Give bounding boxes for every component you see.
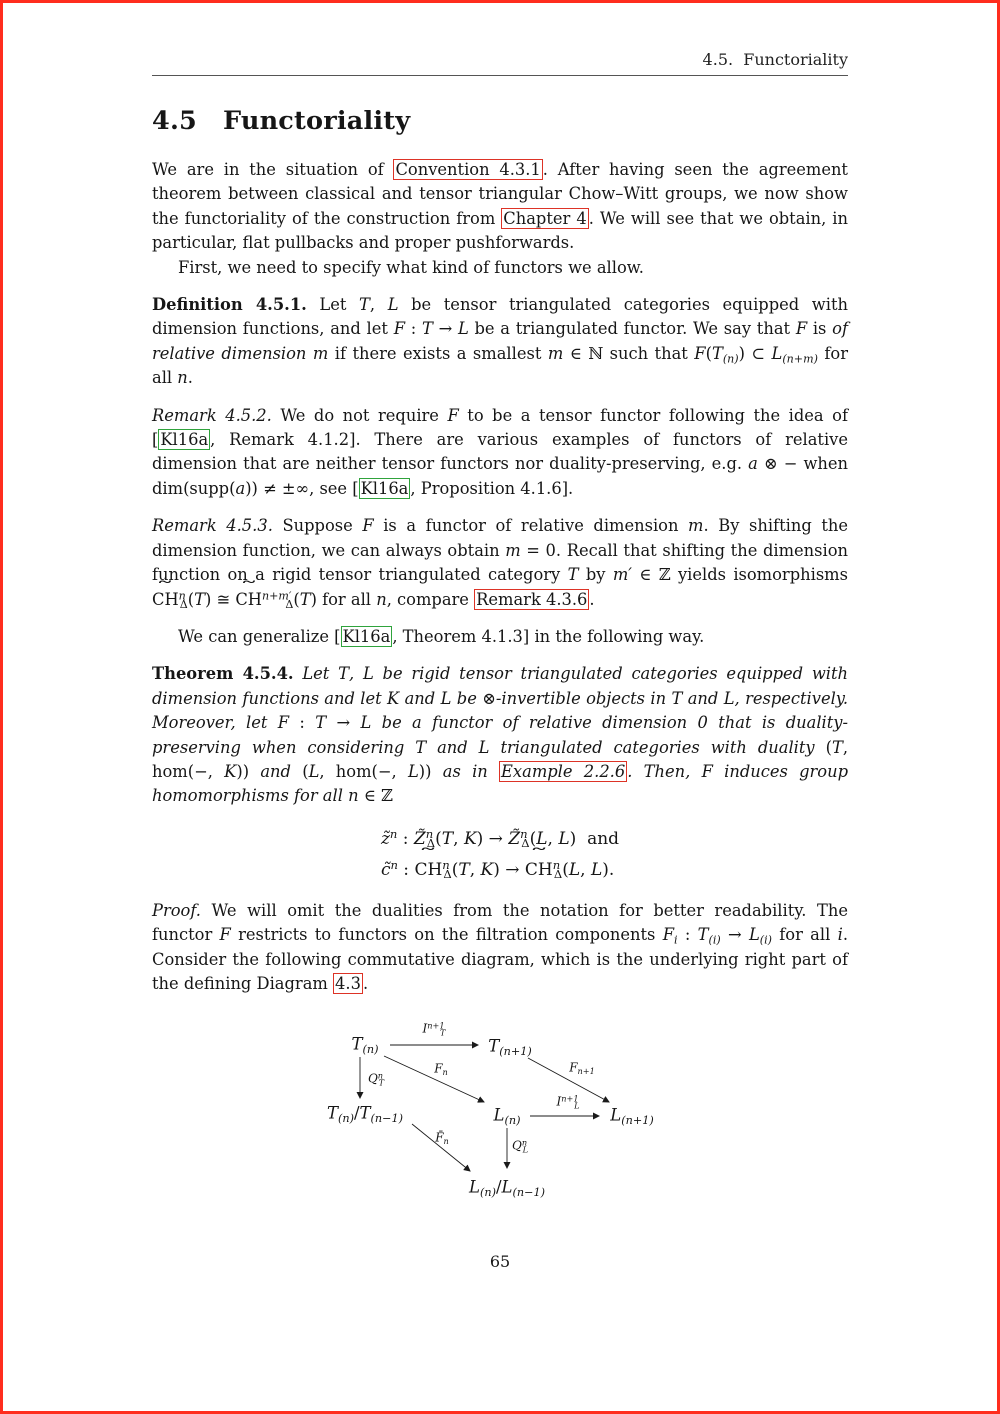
text-run: Z̃ [508, 828, 521, 849]
equation-chowwitt-map [381, 855, 619, 886]
text-run: L [440, 688, 452, 708]
text-run: = 0. Recall that shifting the dimension function on a rigid tensor triangulated category [152, 540, 848, 585]
text-run: K [224, 761, 237, 781]
text-run: n [178, 588, 186, 602]
label-inclusion-T [423, 1022, 446, 1037]
label-inclusion-L [557, 1095, 580, 1110]
text-run: ) [569, 828, 577, 849]
citation-link[interactable]: Kl16a [342, 626, 391, 646]
text-run: n [425, 826, 434, 841]
text-run: First, we need to specify what kind of functors we allow. [178, 257, 644, 277]
text-run: L [771, 343, 783, 363]
text-run: n [442, 1067, 448, 1078]
text-run: by [578, 565, 613, 585]
running-head: 4.5. Functoriality [702, 50, 848, 69]
text-run: n+1 [561, 1094, 579, 1105]
text-run: m′ [612, 565, 632, 585]
definition-4-5-1 [152, 293, 848, 391]
text-run: T [415, 737, 427, 757]
text-run: (n−1) [370, 1112, 404, 1126]
text-run: / [353, 1104, 360, 1124]
text-run: T [421, 319, 433, 339]
text-run: m [688, 516, 704, 536]
text-run: . Then, [627, 761, 702, 781]
text-run: ˜ CH [152, 588, 179, 612]
text-run: ( [705, 343, 712, 363]
text-run: F [362, 516, 374, 536]
text-run: m [505, 540, 521, 560]
text-run: T [194, 589, 205, 609]
citation-link[interactable]: Kl16a [160, 430, 209, 450]
text-run: F [277, 713, 290, 733]
text-run: L [468, 1178, 480, 1198]
text-run: . [187, 368, 193, 388]
text-run: . After having seen the agreement theorem between classical and tensor triangular Chow–Witt groups, we now show the functoriality of the construction from [152, 160, 848, 228]
text-run: We are in the situation of [152, 160, 394, 179]
text-run: n [348, 786, 359, 806]
text-run: Q [511, 1139, 522, 1154]
text-run: (i) [759, 933, 772, 947]
text-run: (n) [479, 1186, 496, 1200]
node-L-quotient [469, 1178, 545, 1199]
text-run: : [397, 828, 414, 849]
text-run: T [359, 295, 370, 315]
text-run: T [378, 1077, 385, 1088]
text-run: L [574, 1100, 580, 1111]
text-run: L [360, 713, 372, 733]
text-run: Let [306, 295, 360, 315]
text-run: ( [187, 589, 195, 609]
text-run: T [440, 1027, 446, 1038]
text-run: T [831, 737, 843, 757]
text-run: n+m′ [261, 588, 292, 602]
text-run: T [488, 1037, 500, 1057]
text-run: . [362, 973, 369, 993]
text-run: F̄ [435, 1131, 444, 1146]
text-run: n [177, 368, 188, 388]
text-run: L [493, 1106, 505, 1126]
text-run: a [235, 478, 246, 498]
text-run: T [326, 1104, 338, 1124]
header-rule [152, 75, 848, 76]
text-run: Δ [443, 867, 452, 882]
text-run: as in [431, 761, 500, 781]
text-run: ) ⊂ [738, 343, 772, 363]
text-run: induces group homomorphisms for all [152, 761, 849, 806]
text-run: → [720, 925, 749, 945]
text-run: T [458, 859, 470, 880]
text-run: , [547, 828, 559, 849]
text-run: L [723, 688, 735, 708]
node-T-n-plus-1 [488, 1037, 532, 1058]
text-run: and [576, 828, 620, 849]
text-run: , [580, 859, 591, 880]
text-run: Proof. [152, 900, 201, 920]
text-run: of relative dimension m [152, 319, 848, 363]
text-run: L [568, 859, 581, 880]
text-run: K [387, 688, 400, 708]
text-run: i [674, 933, 678, 947]
label-quotient-T [368, 1072, 384, 1087]
text-run: K [463, 828, 477, 849]
text-run: I [422, 1022, 428, 1037]
text-run: , [469, 859, 481, 880]
node-T-quotient [327, 1104, 403, 1125]
text-run: is [807, 319, 833, 339]
text-run: F [434, 1062, 443, 1077]
commutative-diagram [300, 1018, 700, 1210]
text-run: and [426, 737, 479, 757]
text-run: T [338, 664, 349, 684]
text-run: (i) [708, 933, 721, 947]
text-run: ˜ CH [235, 588, 262, 612]
text-run: K [480, 859, 494, 880]
text-run: T [697, 925, 709, 945]
text-run: : [404, 319, 422, 339]
section-number: 4.5 [152, 106, 197, 136]
text-column [152, 0, 848, 1271]
text-run: Q [367, 1072, 378, 1087]
text-run: Δ [521, 836, 530, 851]
display-equations [381, 824, 619, 886]
text-run: F [701, 761, 713, 781]
text-run: F [447, 405, 459, 425]
text-run: n [377, 1071, 384, 1082]
text-run: (n+m) [782, 352, 818, 366]
text-run: (n+1) [499, 1045, 532, 1059]
label-F-n-plus-1 [569, 1061, 595, 1076]
text-run: ( [529, 828, 537, 849]
text-run: n [443, 1136, 449, 1147]
text-run: n [520, 826, 528, 841]
text-run: Δ [179, 597, 188, 611]
text-run: F [393, 319, 405, 339]
remark-4-5-2 [152, 404, 848, 502]
text-run: be tensor triangulated categories equipped with dimension functions, and let [152, 295, 848, 339]
text-run: ⊗ − when dim(supp( [152, 454, 848, 498]
text-run: to be a tensor functor following the idea of [ [152, 405, 848, 450]
text-run: and [682, 688, 724, 708]
text-run: Δ [553, 867, 563, 882]
text-run: (n−1) [512, 1186, 546, 1200]
text-run: and [249, 761, 303, 781]
text-run: L [362, 664, 374, 684]
text-run: T [441, 828, 454, 849]
text-run: ) → [493, 859, 525, 880]
text-run: F [219, 925, 231, 945]
text-run: → [326, 713, 361, 733]
text-run: ) ≅ [204, 589, 236, 609]
text-run: Remark 4.5.3. [152, 516, 273, 536]
paragraph-first-functors [152, 256, 848, 280]
text-run: ( [293, 589, 300, 609]
internal-ref-link[interactable]: Chapter 4 [503, 208, 587, 228]
text-run: n+1 [427, 1021, 445, 1032]
page-number: 65 [489, 1252, 511, 1272]
text-run: I [556, 1095, 562, 1110]
label-F-n [434, 1062, 448, 1077]
text-run: n [552, 857, 561, 872]
text-run: Definition 4.5.1. [152, 295, 307, 315]
text-run: (n) [362, 1043, 379, 1057]
paragraph-generalize [152, 625, 848, 649]
text-run: T [567, 565, 579, 585]
text-run: L [536, 828, 548, 849]
text-run: We can generalize [ [178, 626, 341, 646]
theorem-4-5-4 [152, 662, 848, 808]
text-run: if there exists a smallest [328, 343, 548, 363]
text-run: T [315, 713, 327, 733]
text-run: Let [293, 664, 339, 684]
text-run: ˜ CH [414, 855, 442, 886]
text-run: . By shifting the dimension function, we can always obtain [152, 516, 848, 560]
text-run: , compare [386, 589, 475, 609]
text-run: ∈ ℤ yields isomorphisms [631, 565, 848, 585]
text-run: )) [236, 761, 250, 781]
text-run: (n+1) [621, 1114, 654, 1128]
text-run: / [495, 1178, 502, 1198]
text-run: : [397, 859, 415, 880]
text-run: and [399, 688, 441, 708]
text-run: Z̃ [413, 828, 426, 849]
text-run: T [351, 1035, 363, 1055]
text-run: (n) [722, 352, 739, 366]
text-run: a [748, 454, 758, 474]
text-run: , [369, 295, 388, 315]
text-run: F [569, 1061, 578, 1076]
node-L-n [494, 1106, 521, 1127]
equation-cycle-map [381, 824, 619, 855]
text-run: L [501, 1178, 513, 1198]
text-run: . [589, 589, 595, 609]
text-run: F [662, 925, 674, 945]
text-run: L [387, 295, 399, 315]
text-run: F [694, 343, 706, 363]
text-run: ( [435, 828, 442, 849]
text-run: , [453, 828, 464, 849]
text-run: ( [302, 761, 309, 781]
text-run: T [711, 343, 723, 363]
text-run: triangulated categories with duality [489, 737, 826, 757]
text-run: ) → [476, 828, 509, 849]
text-run: , Proposition 4.1.6]. [410, 478, 574, 498]
label-quotient-L [512, 1139, 528, 1154]
section-title: Functoriality [222, 106, 411, 136]
text-run: ∈ ℕ such that [563, 343, 695, 363]
text-run: ( [451, 859, 459, 880]
text-run: Δ [285, 597, 294, 611]
text-run: , hom(−, [319, 761, 408, 781]
text-run: for all [771, 925, 838, 945]
text-run: L [308, 761, 320, 781]
internal-ref-link[interactable]: Convention 4.3.1 [395, 160, 541, 179]
text-run: T [299, 589, 311, 609]
text-run: z̃ [380, 828, 390, 849]
text-run: n [442, 857, 450, 872]
text-run: -invertible objects in [495, 688, 672, 708]
text-run: , Remark 4.1.2]. There are various examples of functors of relative dimension that are neither tensor functors nor duality-preserving, e.g. [152, 430, 848, 474]
text-run: be a functor of relative dimension 0 that is duality-preserving when considering [152, 713, 849, 757]
text-run: n+1 [577, 1066, 595, 1077]
text-run: m [547, 343, 564, 363]
text-run: ( [562, 859, 569, 880]
node-T-n [352, 1035, 379, 1056]
text-run: , hom(−, [152, 737, 848, 781]
text-run: n [521, 1138, 528, 1149]
remark-4-5-3 [152, 514, 848, 612]
text-run: n [389, 826, 398, 841]
text-run: L [457, 319, 469, 339]
text-run: L [478, 737, 490, 757]
text-run: n [390, 857, 398, 872]
text-run: restricts to functors on the filtration components [230, 925, 663, 945]
text-run: is a functor of relative dimension [373, 516, 689, 536]
internal-ref-link[interactable]: Example 2.2.6 [501, 761, 626, 781]
citation-link[interactable]: Kl16a [360, 478, 409, 498]
text-run: F [795, 319, 808, 339]
text-run: (n) [504, 1114, 521, 1128]
text-run: n [376, 589, 387, 609]
text-run: )) [418, 761, 432, 781]
text-run: Suppose [272, 516, 363, 536]
text-run: T [671, 688, 683, 708]
internal-ref-link[interactable]: 4.3 [335, 973, 361, 993]
text-run: L [748, 925, 760, 945]
node-L-n-plus-1 [610, 1106, 654, 1127]
text-run: L [407, 761, 419, 781]
text-run: Remark 4.5.2. [152, 405, 272, 425]
text-run: : [289, 713, 316, 733]
text-run: be a triangulated functor. We say that [468, 319, 796, 339]
section-heading [152, 106, 848, 136]
text-run: . Consider the following commutative diagram, which is the underlying right part of the defining Diagram [152, 925, 848, 993]
text-run: We will omit the dualities from the notation for better readability. The functor [152, 900, 848, 945]
text-run: ). [602, 859, 615, 880]
paragraph-intro [152, 158, 848, 256]
text-run: Theorem 4.5.4. [152, 664, 294, 684]
text-run: (n) [337, 1112, 354, 1126]
text-run: for all [152, 343, 848, 388]
text-run: ) for all [310, 589, 377, 609]
text-run: L [610, 1106, 622, 1126]
text-run: L [590, 859, 603, 880]
text-run: )) ≠ ±∞, see [ [245, 478, 359, 498]
text-run: Δ [426, 836, 436, 851]
text-run: , Theorem 4.1.3] in the following way. [392, 626, 705, 646]
proof-paragraph [152, 899, 848, 997]
text-run: ˜ CH [525, 855, 553, 886]
internal-ref-link[interactable]: Remark 4.3.6 [476, 589, 588, 609]
text-run: We do not require [271, 405, 448, 425]
text-run: c̃ [380, 859, 391, 880]
text-run: : [677, 925, 698, 945]
text-run: , [349, 664, 363, 684]
text-run: T [359, 1104, 371, 1124]
text-run: L [558, 828, 570, 849]
text-run: i [837, 925, 843, 945]
text-run: , respectively. Moreover, let [152, 688, 849, 733]
text-run: . We will see that we obtain, in particular, flat pullbacks and proper pushforwards. [152, 208, 848, 253]
label-F-bar-n [435, 1131, 449, 1146]
text-run: → [432, 319, 458, 339]
text-run: be [451, 688, 483, 708]
text-run: be rigid tensor triangulated categories equipped with dimension functions and let [152, 664, 849, 708]
text-run: ⊗ [482, 688, 496, 708]
text-run: L [522, 1144, 529, 1155]
text-run: ∈ ℤ [358, 786, 393, 806]
text-run: ( [825, 737, 832, 757]
